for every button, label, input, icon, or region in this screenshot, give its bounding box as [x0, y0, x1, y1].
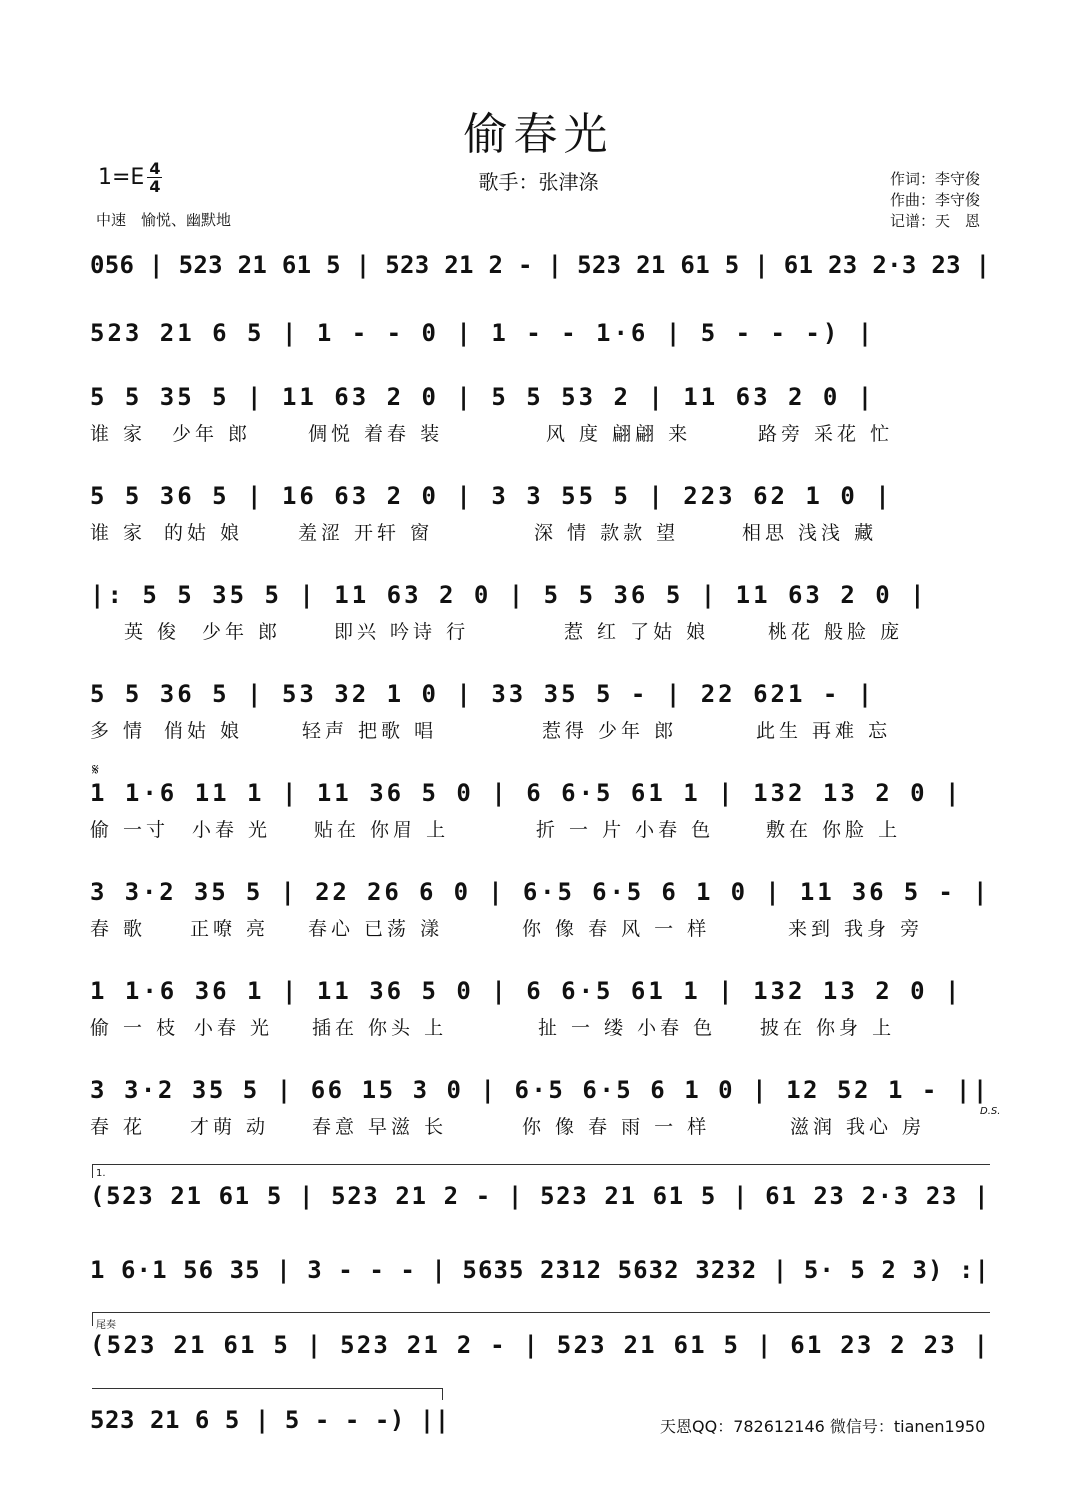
score-row	[90, 318, 990, 352]
score-row	[90, 877, 990, 911]
singer-label: 歌手：张津涤	[478, 170, 599, 194]
lyric-seg: 此生 再难 忘	[756, 720, 892, 742]
coda-bracket-2-edge	[442, 1388, 443, 1400]
score-row	[90, 1405, 450, 1439]
notation-line: 5 5 36 5 | 16 63 2 0 | 3 3 55 5 | 223 62 1 0 |	[90, 482, 893, 510]
tempo-marking: 中速 愉悦、幽默地	[96, 211, 232, 229]
lyric-seg: 披在 你身 上	[760, 1017, 896, 1039]
notation-line: 523 21 6 5 | 1 - - 0 | 1 - - 1·6 | 5 - - -) |	[90, 319, 876, 347]
lyric-seg: 贴在 你眉 上	[314, 819, 450, 841]
score-row	[90, 1255, 990, 1289]
lyric-seg: 你 像 春 雨 一 样	[522, 1116, 711, 1138]
lyric-seg: 折 一 片 小春 色	[536, 819, 715, 841]
lyric-seg: 惹得 少年 郎	[542, 720, 678, 742]
notation-line: 1 1·6 36 1 | 11 36 5 0 | 6 6·5 61 1 | 132 13 2 0 |	[90, 977, 963, 1005]
lyric-seg: 春心 已荡 漾	[308, 918, 444, 940]
time-bottom: 4	[149, 177, 161, 196]
lyric-seg: 路旁 采花 忙	[758, 423, 894, 445]
notation-line: 056 | 523 21 61 5 | 523 21 2 - | 523 21 61 5 | 61 23 2·3 23 |	[90, 251, 991, 279]
lyric-seg: 春意 早滋 长	[312, 1116, 448, 1138]
lyric-seg: 偷 一 枝	[90, 1017, 180, 1039]
volta-bracket	[92, 1164, 990, 1165]
lyric-seg: 正嘹 亮	[190, 918, 270, 940]
score-row	[90, 1075, 990, 1109]
notation-line: (523 21 61 5 | 523 21 2 - | 523 21 61 5 | 61 23 2 23 |	[90, 1331, 991, 1359]
volta-bracket-edge	[92, 1164, 93, 1178]
coda-bracket-2	[92, 1388, 442, 1389]
score-row	[90, 778, 990, 812]
lyric-row	[90, 917, 990, 943]
notation-line: 5 5 36 5 | 53 32 1 0 | 33 35 5 - | 22 621 - |	[90, 680, 876, 708]
notation-line: 1 6·1 56 35 | 3 - - - | 5635 2312 5632 3232 | 5· 5 2 3) :|	[90, 1256, 991, 1284]
lyric-row	[90, 719, 990, 745]
score-row	[90, 679, 990, 713]
notation-line: 1 1·6 11 1 | 11 36 5 0 | 6 6·5 61 1 | 132 13 2 0 |	[90, 779, 963, 807]
lyric-seg: 滋润 我心 房	[790, 1116, 926, 1138]
score-row	[90, 1330, 990, 1364]
lyric-seg: 即兴 吟诗 行	[334, 621, 470, 643]
key-label: 1=E	[98, 165, 145, 190]
score-row	[90, 580, 990, 614]
lyric-seg: 惹 红 了姑 娘	[564, 621, 710, 643]
lyric-seg: 小春 光	[192, 819, 272, 841]
lyric-seg: 轻声 把歌 唱	[302, 720, 438, 742]
notation-line: |: 5 5 35 5 | 11 63 2 0 | 5 5 36 5 | 11 63 2 0 |	[90, 581, 928, 609]
lyric-seg: 偷 一寸	[90, 819, 170, 841]
lyric-seg: 少年 郎	[202, 621, 282, 643]
lyric-seg: 小春 光	[194, 1017, 274, 1039]
lyric-seg: 敷在 你脸 上	[766, 819, 902, 841]
segno-sign: 𝄋	[92, 760, 99, 779]
transcriber-credit: 记谱：天 恩	[890, 212, 981, 230]
ds-marker: D.S.	[980, 1106, 1001, 1117]
lyric-row	[90, 422, 990, 448]
score-row	[90, 481, 990, 515]
notation-line: 5 5 35 5 | 11 63 2 0 | 5 5 53 2 | 11 63 2 0 |	[90, 383, 876, 411]
coda-label: 尾奏	[96, 1320, 116, 1331]
lyric-seg: 羞涩 开轩 窗	[298, 522, 434, 544]
coda-bracket	[92, 1312, 990, 1313]
coda-bracket-edge	[92, 1312, 93, 1326]
lyric-seg: 相思 浅浅 藏	[742, 522, 878, 544]
lyric-row	[90, 1115, 990, 1141]
lyric-seg: 谁 家	[90, 522, 147, 544]
lyric-seg: 春 歌	[90, 918, 147, 940]
lyric-seg: 倜悦 着春 装	[308, 423, 444, 445]
lyric-seg: 风 度 翩翩 来	[546, 423, 692, 445]
score-row	[90, 382, 990, 416]
song-title: 偷春光	[463, 109, 614, 160]
lyric-seg: 俏姑 娘	[164, 720, 244, 742]
composer-credit: 作曲：李守俊	[890, 191, 981, 209]
notation-line: (523 21 61 5 | 523 21 2 - | 523 21 61 5 | 61 23 2·3 23 |	[90, 1182, 991, 1210]
lyric-row	[90, 521, 990, 547]
lyric-seg: 少年 郎	[172, 423, 252, 445]
footer-contact: 天恩QQ：782612146 微信号：tianen1950	[660, 1417, 986, 1436]
notation-line: 523 21 6 5 | 5 - - -) ||	[90, 1406, 450, 1434]
lyric-seg: 谁 家	[90, 423, 147, 445]
time-top: 4	[149, 159, 161, 178]
lyricist-credit: 作词：李守俊	[890, 170, 981, 188]
notation-line: 3 3·2 35 5 | 66 15 3 0 | 6·5 6·5 6 1 0 | 12 52 1 - ||	[90, 1076, 990, 1104]
lyric-row	[90, 818, 990, 844]
lyric-row	[90, 620, 990, 646]
lyric-seg: 桃花 般脸 庞	[768, 621, 904, 643]
lyric-seg: 的姑 娘	[164, 522, 244, 544]
notation-line: 3 3·2 35 5 | 22 26 6 0 | 6·5 6·5 6 1 0 | 11 36 5 - |	[90, 878, 991, 906]
lyric-seg: 来到 我身 旁	[788, 918, 924, 940]
lyric-seg: 春 花	[90, 1116, 147, 1138]
lyric-seg: 你 像 春 风 一 样	[522, 918, 711, 940]
score-row	[90, 1181, 990, 1215]
lyric-seg: 才萌 动	[190, 1116, 270, 1138]
lyric-seg: 扯 一 缕 小春 色	[538, 1017, 717, 1039]
score-row	[90, 250, 990, 284]
score-row	[90, 976, 990, 1010]
lyric-seg: 深 情 款款 望	[534, 522, 680, 544]
lyric-row	[90, 1016, 990, 1042]
lyric-seg: 插在 你头 上	[312, 1017, 448, 1039]
lyric-seg: 英 俊	[124, 621, 181, 643]
volta-label: 1.	[96, 1168, 106, 1179]
lyric-seg: 多 情	[90, 720, 147, 742]
